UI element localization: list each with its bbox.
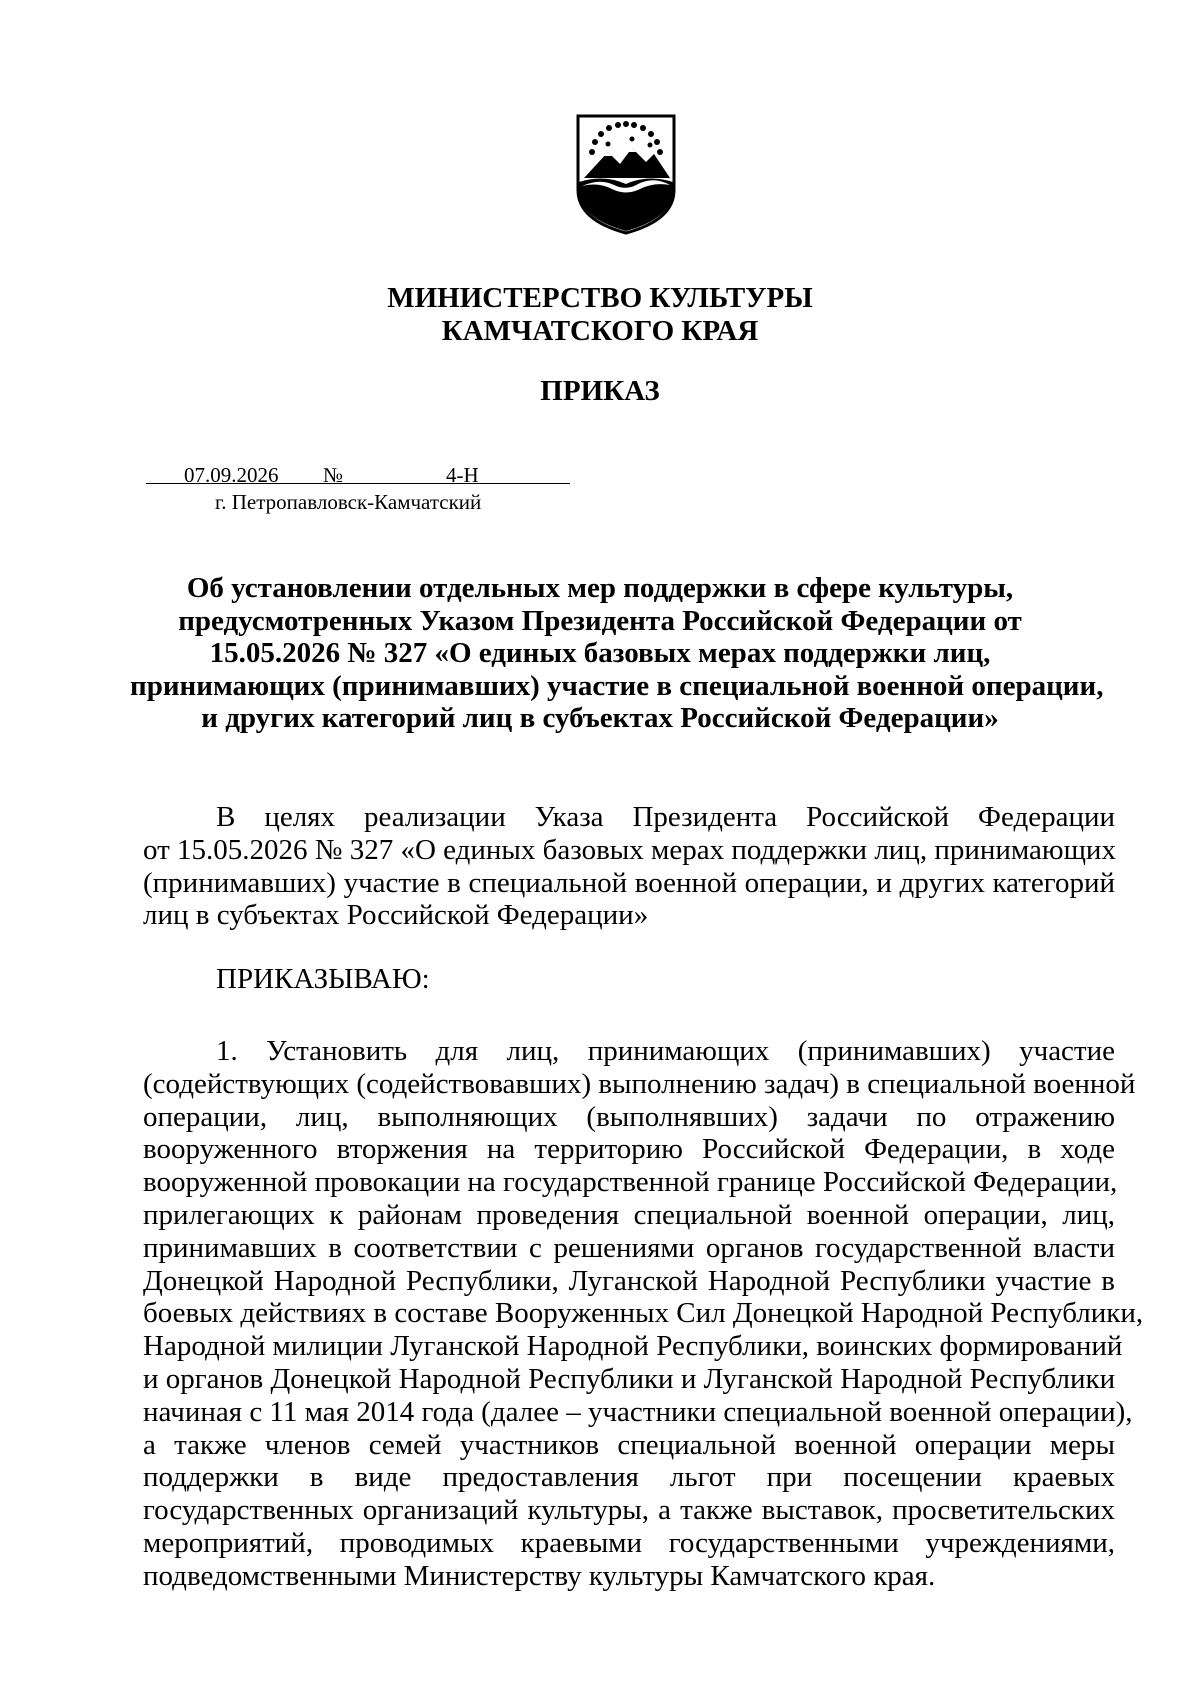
item-line: начиная с 11 мая 2014 года (далее – участники специальной военной операции),	[143, 1395, 1133, 1428]
issuing-city: г. Петропавловск-Камчатский	[215, 490, 482, 514]
preamble-line: лиц в субъектах Российской Федерации»	[143, 899, 649, 932]
preamble-line: (принимавших) участие в специальной военной операции, и других категорий	[143, 866, 1115, 899]
decree-word: ПРИКАЗЫВАЮ:	[216, 963, 430, 995]
item-line: Народной милиции Луганской Народной Республики, воинских формирований	[143, 1330, 1123, 1363]
registration-line	[146, 463, 570, 489]
item-line: 1. Установить для лиц, принимающих (принимавших) участие	[216, 1035, 1115, 1067]
subject-line: 15.05.2026 № 327 «О единых базовых мерах поддержки лиц,	[209, 637, 991, 670]
kamchatka-coat-of-arms-icon	[574, 112, 678, 236]
item-line: поддержки в виде предоставления льгот при посещении краевых	[143, 1461, 1115, 1494]
order-item-1	[143, 1035, 1144, 1593]
ministry-name-line-2: КАМЧАТСКОГО КРАЯ	[441, 315, 759, 347]
ministry-name-line-1: МИНИСТЕРСТВО КУЛЬТУРЫ	[387, 282, 813, 314]
preamble-line: от 15.05.2026 № 327 «О единых базовых мерах поддержки лиц, принимающих	[143, 833, 1116, 866]
order-number: 4-Н	[446, 463, 479, 487]
item-line: принимавших в соответствии с решениями органов государственной власти	[143, 1231, 1115, 1264]
item-line: государственных организаций культуры, а также выставок, просветительских	[143, 1494, 1115, 1527]
item-line: вооруженного вторжения на территорию Российской Федерации, в ходе	[143, 1133, 1115, 1166]
item-line: операции, лиц, выполняющих (выполнявших) задачи по отражению	[143, 1100, 1115, 1133]
subject-line: и других категорий лиц в субъектах Российской Федерации»	[201, 702, 999, 735]
subject-line: Об установлении отдельных мер поддержки в сфере культуры,	[186, 572, 1014, 604]
item-line: а также членов семей участников специальной военной операции меры	[143, 1428, 1115, 1461]
preamble-line: В целях реализации Указа Президента Российской Федерации	[216, 801, 1115, 833]
item-line: подведомственными Министерству культуры Камчатского края.	[143, 1559, 936, 1592]
item-line: и органов Донецкой Народной Республики и Луганской Народной Республики	[143, 1362, 1116, 1395]
item-line: вооруженной провокации на государственной границе Российской Федерации,	[143, 1166, 1118, 1199]
order-title: ПРИКАЗ	[540, 375, 660, 407]
item-line: Донецкой Народной Республики, Луганской Народной Республики участие в	[143, 1264, 1115, 1297]
item-line: боевых действиях в составе Вооруженных Сил Донецкой Народной Республики,	[143, 1297, 1144, 1330]
order-subject	[130, 572, 1104, 735]
item-line: прилегающих к районам проведения специальной военной операции, лиц,	[143, 1198, 1115, 1231]
order-number-sign: №	[323, 463, 344, 487]
item-line: (содействующих (содействовавших) выполнению задач) в специальной военной	[143, 1067, 1136, 1100]
order-date: 07.09.2026	[184, 463, 279, 487]
subject-line: принимающих (принимавших) участие в специальной военной операции,	[130, 669, 1104, 702]
subject-line: предусмотренных Указом Президента Российской Федерации от	[178, 604, 1022, 637]
preamble-paragraph	[143, 801, 1115, 932]
ministry-name	[0, 282, 1200, 348]
item-line: мероприятий, проводимых краевыми государственными учреждениями,	[143, 1526, 1115, 1559]
